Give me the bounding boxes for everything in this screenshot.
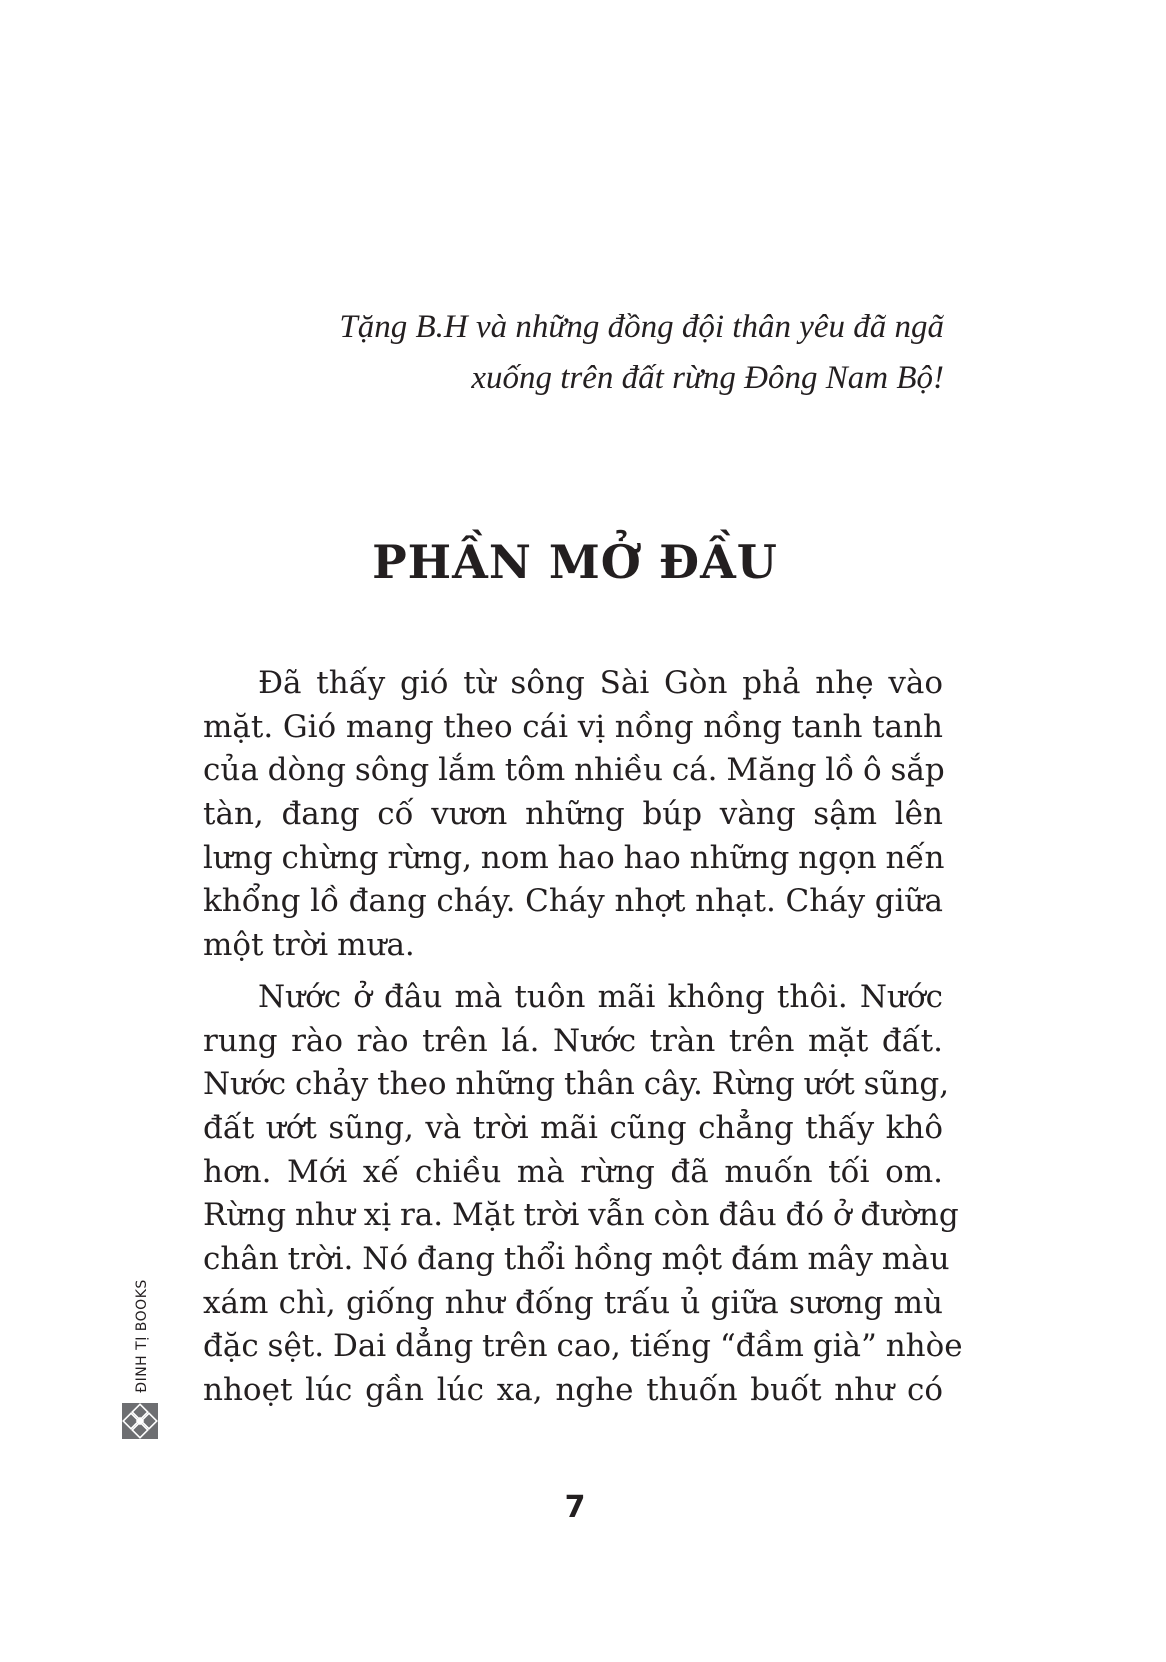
text-line: chân trời. Nó đang thổi hồng một đám mây màu: [203, 1240, 950, 1277]
text-line: một trời mưa.: [203, 927, 415, 964]
paragraph-2: [203, 976, 963, 1413]
dedication-line-2: xuống trên đất rừng Đông Nam Bộ!: [471, 360, 944, 396]
page-number: 7: [564, 1490, 586, 1525]
publisher-name-text: ĐINH TỊ BOOKS: [134, 1279, 150, 1393]
body-text: [203, 662, 963, 1421]
dinh-ti-diamond-logo-icon: [122, 1403, 158, 1443]
text-line: nhoẹt lúc gần lúc xa, nghe thuốn buốt như có: [203, 1372, 943, 1408]
text-line: đặc sệt. Dai dẳng trên cao, tiếng “đầm già” nhòe: [203, 1328, 963, 1365]
text-line: của dòng sông lắm tôm nhiều cá. Măng lồ ô sắp: [203, 752, 945, 789]
text-line: hơn. Mới xế chiều mà rừng đã muốn tối om.: [203, 1153, 943, 1190]
text-line: xám chì, giống như đống trấu ủ giữa sương mù: [203, 1284, 943, 1321]
text-line: đất ướt sũng, và trời mãi cũng chẳng thấy khô: [203, 1109, 943, 1146]
dedication: [184, 302, 944, 404]
paragraph-1: [203, 662, 943, 968]
dedication-line-1: Tặng B.H và những đồng đội thân yêu đã ngã: [339, 309, 944, 345]
text-line: tàn, đang cố vươn những búp vàng sậm lên: [203, 796, 943, 833]
text-line: lưng chừng rừng, nom hao hao những ngọn nến: [203, 839, 945, 876]
publisher-mark: [122, 1277, 162, 1447]
text-line: Đã thấy gió từ sông Sài Gòn phả nhẹ vào: [258, 665, 943, 701]
text-line: khổng lồ đang cháy. Cháy nhợt nhạt. Cháy giữa: [203, 883, 943, 920]
text-line: rung rào rào trên lá. Nước tràn trên mặt đất.: [203, 1022, 943, 1059]
text-line: Nước chảy theo những thân cây. Rừng ướt sũng,: [203, 1066, 950, 1103]
text-line: Rừng như xị ra. Mặt trời vẫn còn đâu đó ở đường: [203, 1197, 959, 1234]
text-line: mặt. Gió mang theo cái vị nồng nồng tanh tanh: [203, 708, 943, 745]
chapter-title: PHẦN MỞ ĐẦU: [372, 535, 778, 589]
text-line: Nước ở đâu mà tuôn mãi không thôi. Nước: [258, 978, 943, 1015]
publisher-name: [122, 1277, 162, 1395]
